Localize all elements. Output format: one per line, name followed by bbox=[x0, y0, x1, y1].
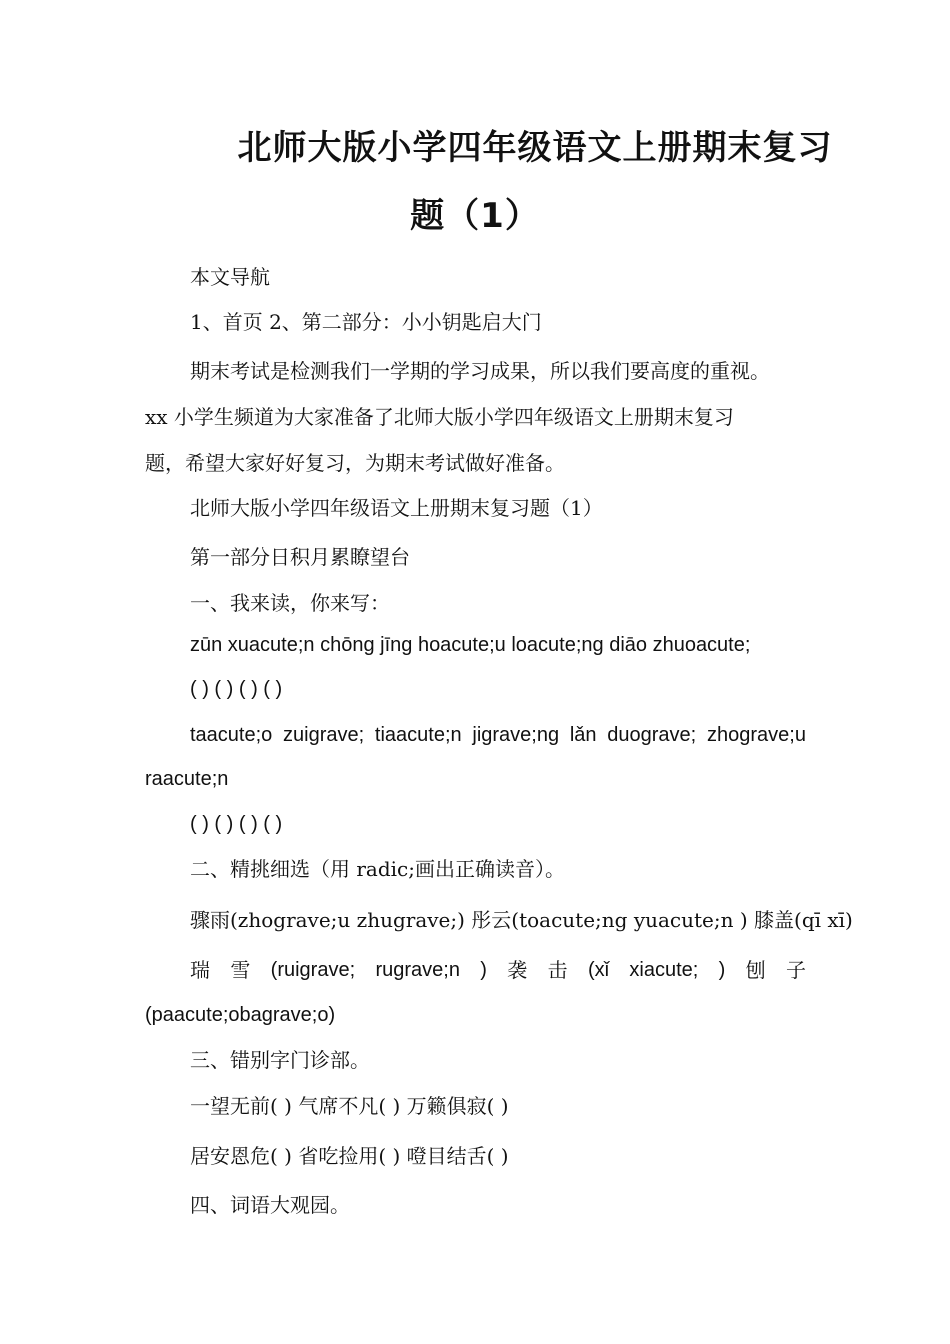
q3-line-1: 一望无前( ) 气席不凡( ) 万籁俱寂( ) bbox=[190, 1094, 509, 1118]
q2-token: ) bbox=[480, 959, 487, 981]
nav-label: 本文导航 bbox=[190, 265, 270, 289]
doc-title-line2: 题（1） bbox=[410, 196, 540, 236]
intro-line-2: xx 小学生频道为大家准备了北师大版小学四年级语文上册期末复习 bbox=[145, 405, 734, 429]
q2-token: (xǐ bbox=[587, 959, 610, 981]
pinyin-word: jigrave;ng bbox=[472, 724, 560, 746]
q2-token: 刨 bbox=[745, 958, 766, 982]
pinyin-word: duograve; bbox=[607, 724, 697, 746]
q2-line-1: 骤雨(zhograve;u zhugrave;) 彤云(toacute;ng yuacute;n ) 膝盖(qī xī) bbox=[190, 908, 853, 932]
subtitle: 北师大版小学四年级语文上册期末复习题（1） bbox=[190, 496, 603, 520]
q1-blanks-a: ( ) ( ) ( ) ( ) bbox=[190, 678, 283, 700]
q3-heading: 三、错别字门诊部。 bbox=[190, 1048, 370, 1072]
q3-line-2: 居安恩危( ) 省吃捡用( ) 噔目结舌( ) bbox=[190, 1144, 509, 1168]
q2-token: 瑞 bbox=[190, 958, 210, 982]
q2-token: 击 bbox=[547, 958, 568, 982]
q2-line-2 bbox=[190, 958, 806, 982]
q1-blanks-b: ( ) ( ) ( ) ( ) bbox=[190, 813, 283, 835]
q2-token: xiacute; bbox=[629, 959, 699, 981]
nav-items[interactable]: 1、首页 2、第二部分：小小钥匙启大门 bbox=[190, 310, 542, 334]
q2-heading: 二、精挑细选（用 radic;画出正确读音）。 bbox=[190, 857, 565, 881]
q1-pinyin-line-b bbox=[190, 723, 806, 747]
q2-token: ) bbox=[718, 959, 726, 981]
q2-token: rugrave;n bbox=[375, 959, 460, 981]
pinyin-word: zuigrave; bbox=[283, 724, 365, 746]
q2-token: 子 bbox=[785, 958, 806, 982]
q1-pinyin-line-a: zūn xuacute;n chōng jīng hoacute;u loacute;ng diāo zhuoacute; bbox=[190, 634, 751, 656]
pinyin-word: lǎn bbox=[569, 724, 597, 746]
q2-token: 袭 bbox=[507, 958, 528, 982]
q2-line-2-end: (paacute;obagrave;o) bbox=[145, 1004, 336, 1026]
q2-token: (ruigrave; bbox=[270, 959, 356, 981]
doc-title-line1: 北师大版小学四年级语文上册期末复习 bbox=[237, 128, 833, 168]
q1-pinyin-line-b-end: raacute;n bbox=[145, 768, 229, 790]
pinyin-word: zhograve;u bbox=[706, 724, 806, 746]
q1-heading: 一、我来读，你来写： bbox=[190, 591, 390, 615]
intro-line-3: 题，希望大家好好复习，为期末考试做好准备。 bbox=[145, 451, 565, 475]
q4-heading: 四、词语大观园。 bbox=[190, 1193, 350, 1217]
pinyin-word: taacute;o bbox=[190, 724, 273, 746]
q2-token: 雪 bbox=[230, 958, 251, 982]
pinyin-word: tiaacute;n bbox=[374, 724, 462, 746]
intro-line-1: 期末考试是检测我们一学期的学习成果，所以我们要高度的重视。 bbox=[190, 359, 770, 383]
part1-heading: 第一部分日积月累瞭望台 bbox=[190, 545, 410, 569]
